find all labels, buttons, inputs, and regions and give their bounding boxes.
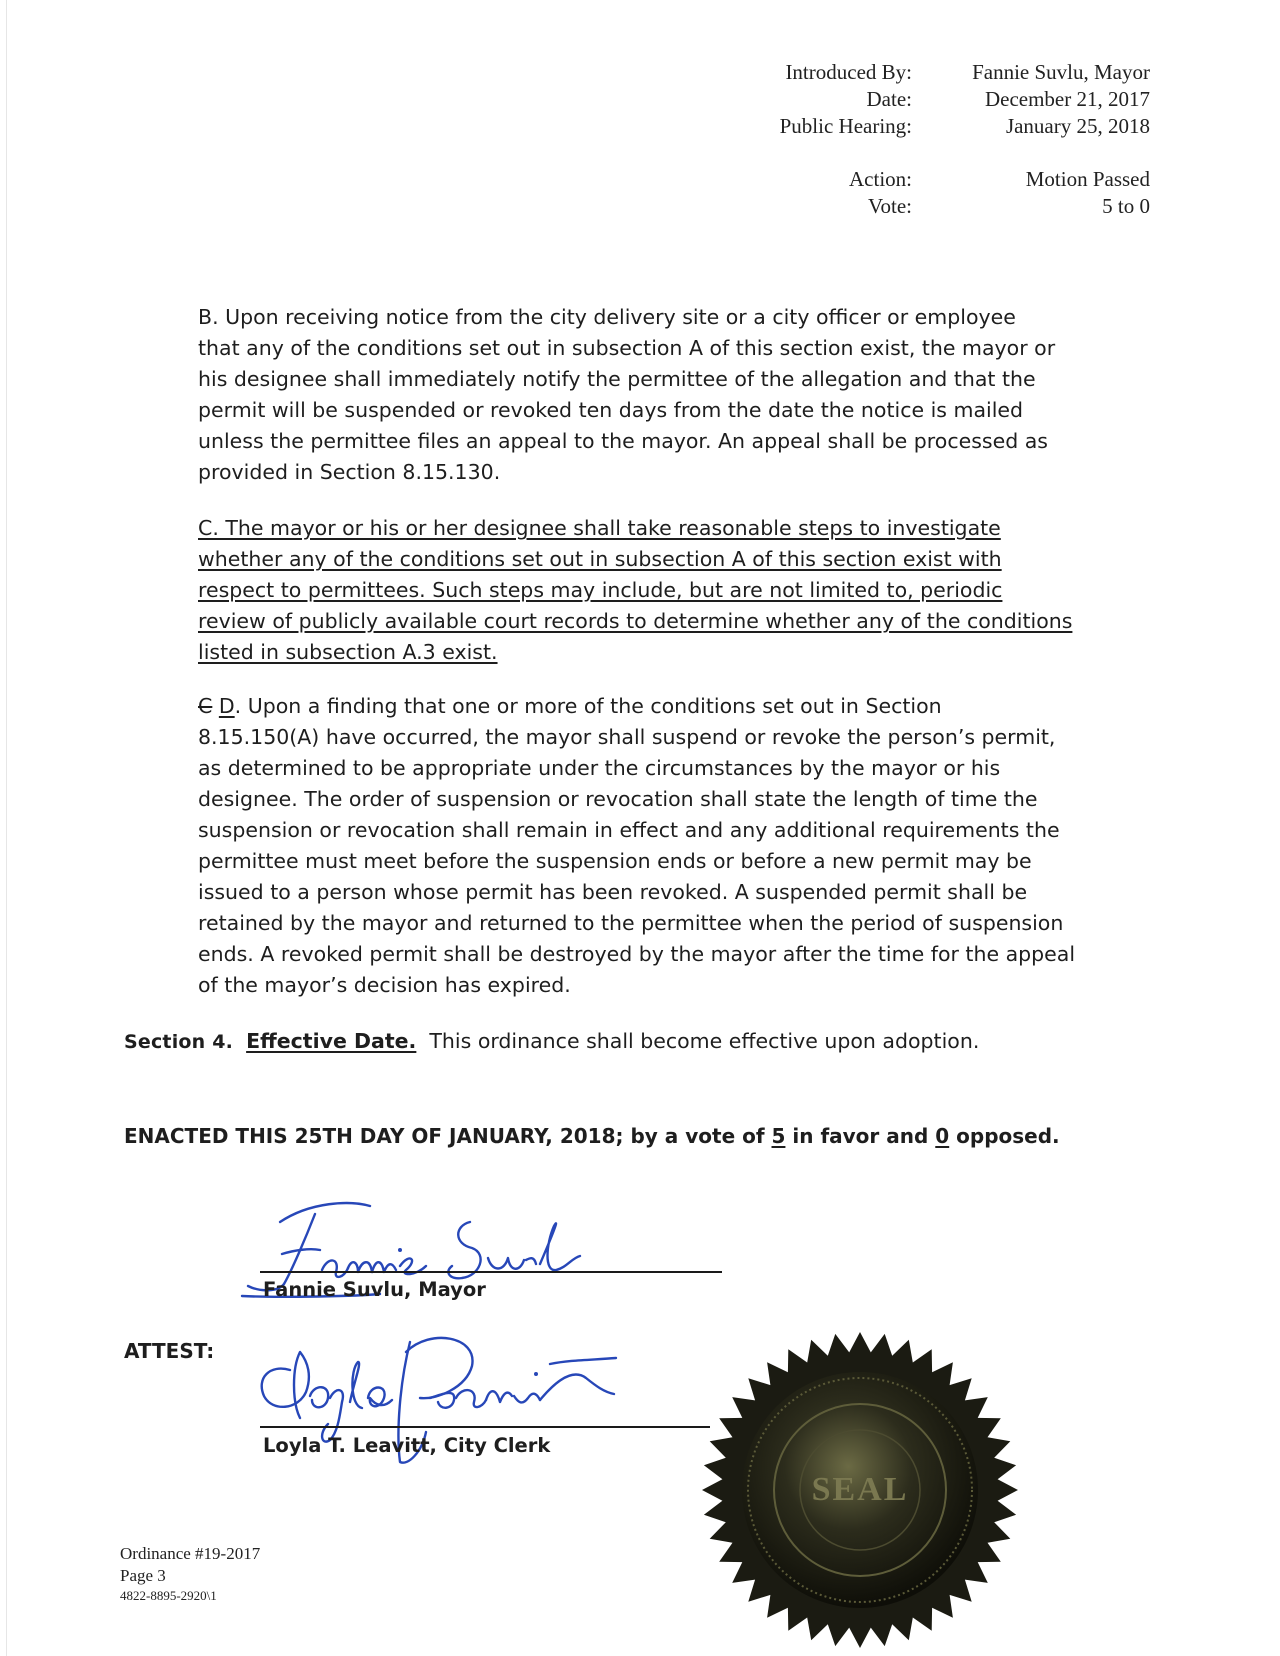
text-line <box>198 691 1098 722</box>
paragraph-d <box>198 691 1098 1001</box>
text-line: his designee shall immediately notify the permittee of the allegation and that the <box>198 367 1036 391</box>
votes-opposed: 0 <box>935 1124 950 1148</box>
text-line: whether any of the conditions set out in subsection A of this section exist with <box>198 547 1002 571</box>
section-text: This ordinance shall become effective upon adoption. <box>429 1029 980 1053</box>
text-line: permit will be suspended or revoked ten days from the date the notice is mailed <box>198 398 1024 422</box>
line-text: . Upon a finding that one or more of the conditions set out in Section <box>234 694 942 718</box>
public-hearing-value: January 25, 2018 <box>1005 114 1150 138</box>
header-label: Public Hearing: <box>779 114 912 138</box>
enacted-statement <box>124 1124 1060 1148</box>
text-line: suspension or revocation shall remain in effect and any additional requirements the <box>198 818 1060 842</box>
text-line: that any of the conditions set out in subsection A of this section exist, the mayor or <box>198 336 1056 360</box>
enacted-prefix: ENACTED THIS 25TH DAY OF JANUARY, 2018; by a vote of <box>124 1124 772 1148</box>
text-line: permittee must meet before the suspension ends or before a new permit may be <box>198 849 1032 873</box>
votes-in-favor: 5 <box>771 1124 786 1148</box>
text-line: issued to a person whose permit has been revoked. A suspended permit shall be <box>198 880 1028 904</box>
text-line: provided in Section 8.15.130. <box>198 460 501 484</box>
paragraph-b <box>198 302 1098 488</box>
paragraph-c-inserted <box>198 513 1098 668</box>
introduced-by-value: Fannie Suvlu, Mayor <box>972 60 1150 84</box>
section-title: Effective Date. <box>246 1029 417 1053</box>
text-line: of the mayor’s decision has expired. <box>198 973 571 997</box>
page-number: Page 3 <box>120 1566 166 1585</box>
mayor-name: Fannie Suvlu, Mayor <box>263 1278 486 1301</box>
enacted-suffix: opposed. <box>949 1124 1060 1148</box>
header-label: Vote: <box>868 194 912 218</box>
date-value: December 21, 2017 <box>984 87 1150 111</box>
ordinance-number: Ordinance #19-2017 <box>120 1544 261 1563</box>
mayor-signature-line <box>260 1271 722 1273</box>
header-label: Action: <box>849 167 912 191</box>
inserted-letter: D <box>218 694 235 718</box>
struck-letter: C <box>198 694 213 718</box>
city-seal <box>700 1330 1020 1650</box>
text-line: designee. The order of suspension or revocation shall state the length of time the <box>198 787 1038 811</box>
header-labels-action <box>700 166 912 220</box>
header-values <box>930 59 1150 140</box>
header-label: Date: <box>866 87 912 111</box>
text-line: C. The mayor or his or her designee shall take reasonable steps to investigate <box>198 516 1001 540</box>
clerk-signature-line <box>260 1426 710 1428</box>
vote-value: 5 to 0 <box>1102 194 1150 218</box>
text-line: review of publicly available court records to determine whether any of the conditions <box>198 609 1073 633</box>
text-line: unless the permittee files an appeal to the mayor. An appeal shall be processed as <box>198 429 1048 453</box>
header-labels <box>700 59 912 140</box>
text-line: ends. A revoked permit shall be destroyed by the mayor after the time for the appeal <box>198 942 1076 966</box>
clerk-name: Loyla T. Leavitt, City Clerk <box>263 1434 551 1457</box>
enacted-middle: in favor and <box>785 1124 936 1148</box>
text-line: retained by the mayor and returned to the permittee when the period of suspension <box>198 911 1064 935</box>
seal-text: SEAL <box>811 1471 909 1508</box>
page-edge <box>6 0 7 1656</box>
text-line: 8.15.150(A) have occurred, the mayor shall suspend or revoke the person’s permit, <box>198 725 1056 749</box>
text-line: listed in subsection A.3 exist. <box>198 640 498 664</box>
header-label: Introduced By: <box>785 60 912 84</box>
text-line: B. Upon receiving notice from the city delivery site or a city officer or employee <box>198 305 1016 329</box>
header-values-action <box>930 166 1150 220</box>
document-id: 4822-8895-2920\1 <box>120 1588 217 1603</box>
section-4 <box>124 1029 979 1053</box>
attest-label: ATTEST: <box>124 1339 215 1363</box>
section-label: Section 4. <box>124 1031 234 1053</box>
text-line: as determined to be appropriate under the circumstances by the mayor or his <box>198 756 1001 780</box>
action-value: Motion Passed <box>1025 167 1150 191</box>
footer <box>120 1543 260 1605</box>
text-line: respect to permittees. Such steps may include, but are not limited to, periodic <box>198 578 1003 602</box>
